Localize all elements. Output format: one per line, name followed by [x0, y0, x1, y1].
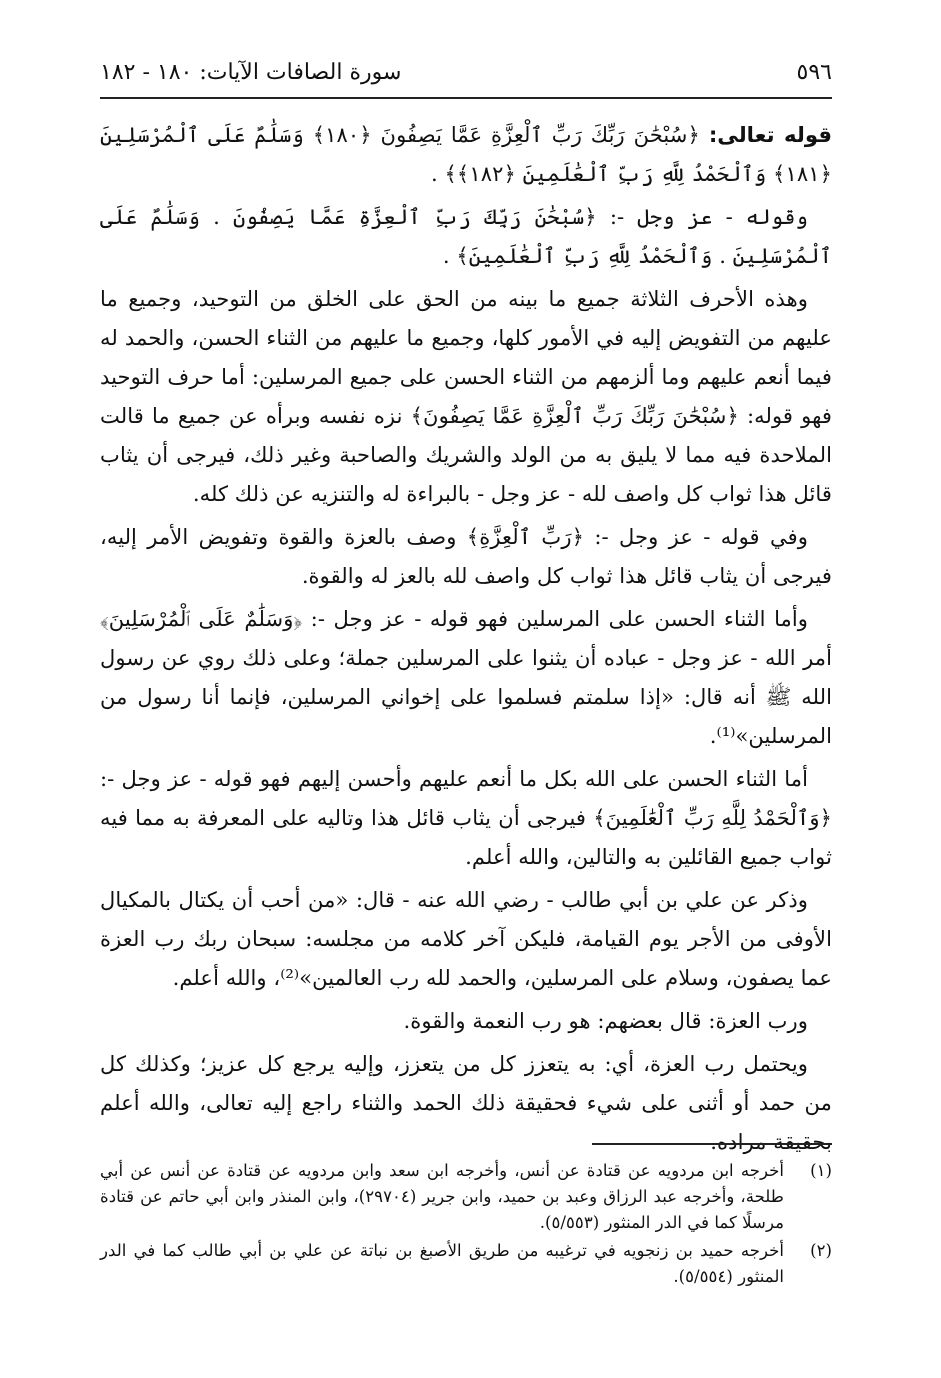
paragraph-7: وذكر عن علي بن أبي طالب - رضي الله عنه - قال: «من أحب أن يكتال بالمكيال الأوفى من الأجر يوم القيامة، فليكن آخر كلامه من مجلسه: سبحان ربك رب العزة عما يصفون، وسلام على المرسلين، والحمد لله رب العالمين»⁽²⁾، والله أعلم. [100, 887, 832, 990]
footnote-number: (١) [810, 1161, 832, 1180]
main-text [100, 115, 832, 1165]
paragraph-4: وفي قوله - عز وجل -: ﴿رَبِّ ٱلْعِزَّةِ﴾ وصف بالعزة والقوة وتفويض الأمر إليه، فيرجى أن يثاب قائل هذا ثواب كل واصف لله بالعز له والقوة. [100, 524, 832, 588]
verse-text: ﴿سُبْحَٰنَ رَبِّكَ رَبِّ ٱلْعِزَّةِ عَمَّا يَصِفُونَ ﴿١٨٠﴾ وَسَلَٰمٌ عَلَى ٱلْمُرْسَلِينَ ﴿١٨١﴾ وَٱلْحَمْدُ لِلَّهِ رَبِّ ٱلْعَٰلَمِينَ ﴿١٨٢﴾﴾ . [100, 122, 832, 186]
paragraph-9: ويحتمل رب العزة، أي: به يتعزز كل من يتعزز، وإليه يرجع كل عزيز؛ وكذلك كل من حمد أو أثنى على شيء فحقيقة ذلك الحمد والثناء راجع إليه تعالى، والله أعلم بحقيقة مراده. [100, 1051, 832, 1154]
page-number: ٥٩٦ [796, 60, 832, 85]
paragraph-6: أما الثناء الحسن على الله بكل ما أنعم عليهم وأحسن إليهم فهو قوله - عز وجل -: ﴿وَٱلْحَمْدُ لِلَّهِ رَبِّ ٱلْعَٰلَمِينَ﴾ فيرجى أن يثاب قائل هذا وتاليه على المعرفة به مما فيه ثواب جميع القائلين به والتالين، والله أعلم. [100, 766, 832, 869]
running-title: سورة الصافات الآيات: ١٨٠ - ١٨٢ [100, 60, 402, 85]
paragraph-2: وقوله - عز وجل -: ﴿سُبْحَٰنَ رَبِّكَ رَبِّ ٱلْعِزَّةِ عَمَّا يَصِفُونَ . وَسَلَٰمٌ عَلَى ٱلْمُرْسَلِينَ . وَٱلْحَمْدُ لِلَّهِ رَبِّ ٱلْعَٰلَمِينَ﴾ . [100, 204, 832, 268]
paragraph-3: وهذه الأحرف الثلاثة جميع ما بينه من الحق على الخلق من التوحيد، وجميع ما عليهم من التفويض إليه في الأمور كلها، وجميع ما عليهم من الثناء الحسن، والحمد له فيما أنعم عليهم وما ألزمهم من الثناء الحسن على جميع المرسلين: أما حرف التوحيد فهو قوله: ﴿سُبْحَٰنَ رَبِّكَ رَبِّ ٱلْعِزَّةِ عَمَّا يَصِفُونَ﴾ نزه نفسه وبرأه عن جميع ما قالت الملاحدة فيه مما لا يليق به من الولد والشريك والصاحبة وغير ذلك، فيرجى أن يثاب قائل هذا ثواب كل واصف لله - عز وجل - بالبراءة له والتنزيه عن ذلك كله. [100, 286, 832, 506]
page-header [100, 58, 832, 98]
footnote-number: (٢) [810, 1241, 832, 1260]
footnote-divider [592, 1143, 832, 1145]
footnote-2 [100, 1238, 832, 1290]
paragraph-5: وأما الثناء الحسن على المرسلين فهو قوله - عز وجل -: ﴿وَسَلَٰمٌ عَلَى ٱلْمُرْسَلِينَ﴾ أمر الله - عز وجل - عباده أن يثنوا على المرسلين جملة؛ وعلى ذلك روي عن رسول الله ﷺ أنه قال: «إذا سلمتم فسلموا على إخواني المرسلين، فإنما أنا رسول من المرسلين»⁽¹⁾. [100, 606, 832, 748]
header-divider [100, 97, 832, 99]
footnote-1 [100, 1158, 832, 1236]
paragraph-8: ورب العزة: قال بعضهم: هو رب النعمة والقوة. [403, 1008, 808, 1033]
footnote-text: أخرجه حميد بن زنجويه في ترغيبه من طريق الأصبغ بن نباتة عن علي بن أبي طالب كما في الدر المنثور (٥/٥٥٤). [100, 1241, 784, 1286]
footnotes [100, 1158, 832, 1292]
verse-lead: قوله تعالى: [708, 122, 832, 147]
paragraph-verse [100, 115, 832, 193]
footnote-text: أخرجه ابن مردويه عن قتادة عن أنس، وأخرجه ابن سعد وابن مردويه عن قتادة عن أنس عن أبي طلحة، وأخرجه عبد الرزاق وعبد بن حميد، وابن جرير (٢٩٧٠٤)، وابن المنذر وابن أبي حاتم عن قتادة مرسلًا كما في الدر المنثور (٥/٥٥٣). [100, 1161, 785, 1232]
